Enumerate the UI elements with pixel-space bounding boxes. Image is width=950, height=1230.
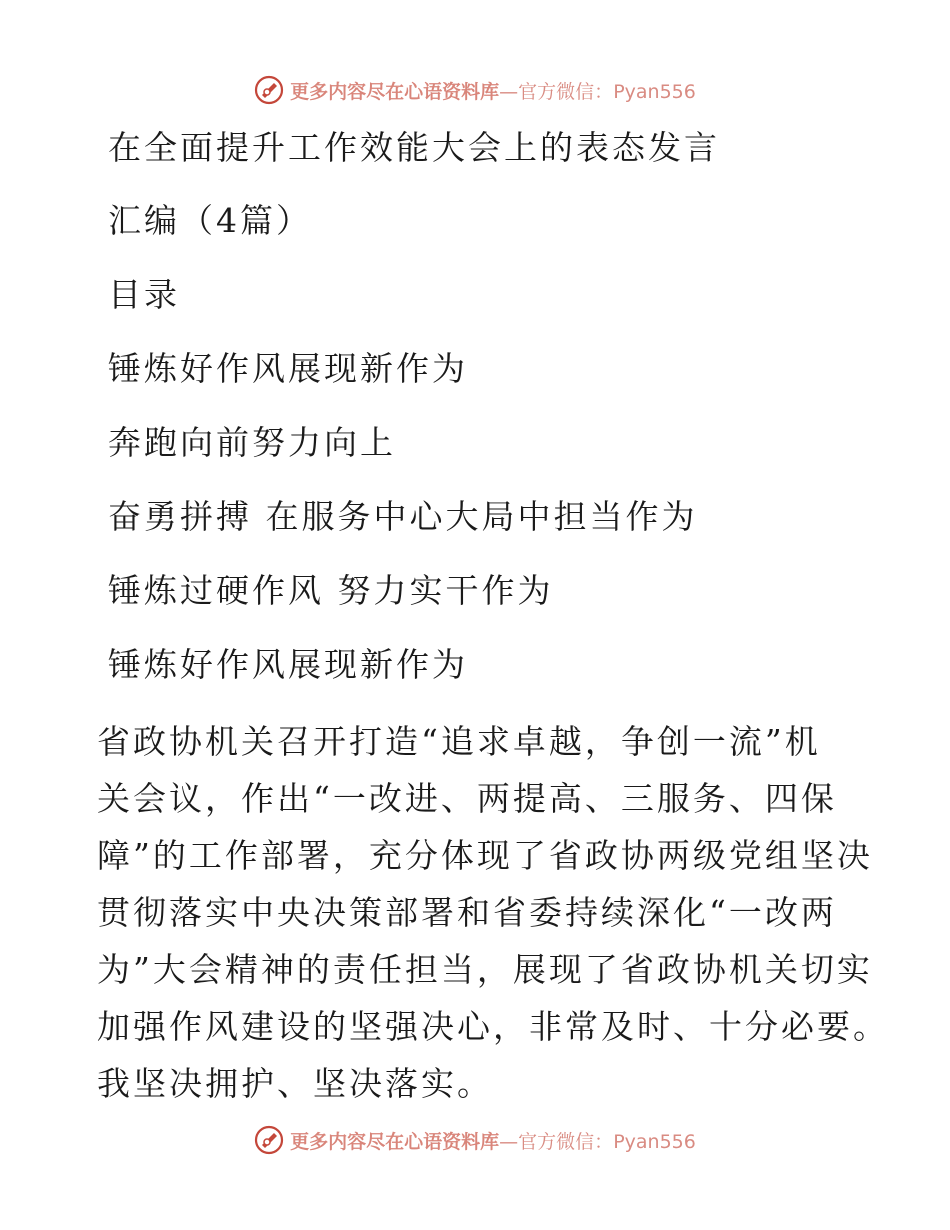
paragraph-line: 省政协机关召开打造“追求卓越，争创一流”机 — [97, 722, 821, 761]
header-banner-sep: —官方微信： — [499, 80, 614, 103]
header-banner-text — [290, 77, 696, 104]
toc-item-1: 锤炼好作风展现新作为 — [108, 349, 468, 388]
header-banner-main: 更多内容尽在心语资料库 — [290, 80, 500, 103]
footer-banner-text — [290, 1127, 696, 1154]
footer-banner-main: 更多内容尽在心语资料库 — [290, 1130, 500, 1153]
section-heading: 锤炼好作风展现新作为 — [108, 645, 468, 684]
logo-seal-icon — [254, 1125, 284, 1155]
footer-banner-id: Pyan556 — [613, 1130, 696, 1153]
paragraph-line: 为”大会精神的责任担当，展现了省政协机关切实 — [97, 950, 873, 989]
toc-item-2: 奔跑向前努力向上 — [108, 423, 396, 462]
paragraph-line: 关会议，作出“一改进、两提高、三服务、四保 — [97, 779, 837, 818]
document-title-line2: 汇编（4篇） — [108, 201, 312, 240]
paragraph-line: 贯彻落实中央决策部署和省委持续深化“一改两 — [97, 893, 837, 932]
logo-seal-icon — [254, 75, 284, 105]
toc-heading: 目录 — [108, 275, 180, 314]
footer-banner-sep: —官方微信： — [499, 1130, 614, 1153]
header-banner — [0, 70, 950, 110]
paragraph-line: 障”的工作部署，充分体现了省政协两级党组坚决 — [97, 836, 873, 875]
header-banner-id: Pyan556 — [613, 80, 696, 103]
body-paragraph — [97, 713, 889, 1112]
footer-banner — [0, 1120, 950, 1160]
toc-item-3: 奋勇拼搏 在服务中心大局中担当作为 — [108, 497, 698, 536]
paragraph-line: 加强作风建设的坚强决心，非常及时、十分必要。 — [97, 1007, 889, 1046]
toc-item-4: 锤炼过硬作风 努力实干作为 — [108, 571, 554, 610]
paragraph-line: 我坚决拥护、坚决落实。 — [97, 1064, 493, 1103]
document-title-line1: 在全面提升工作效能大会上的表态发言 — [108, 128, 720, 167]
